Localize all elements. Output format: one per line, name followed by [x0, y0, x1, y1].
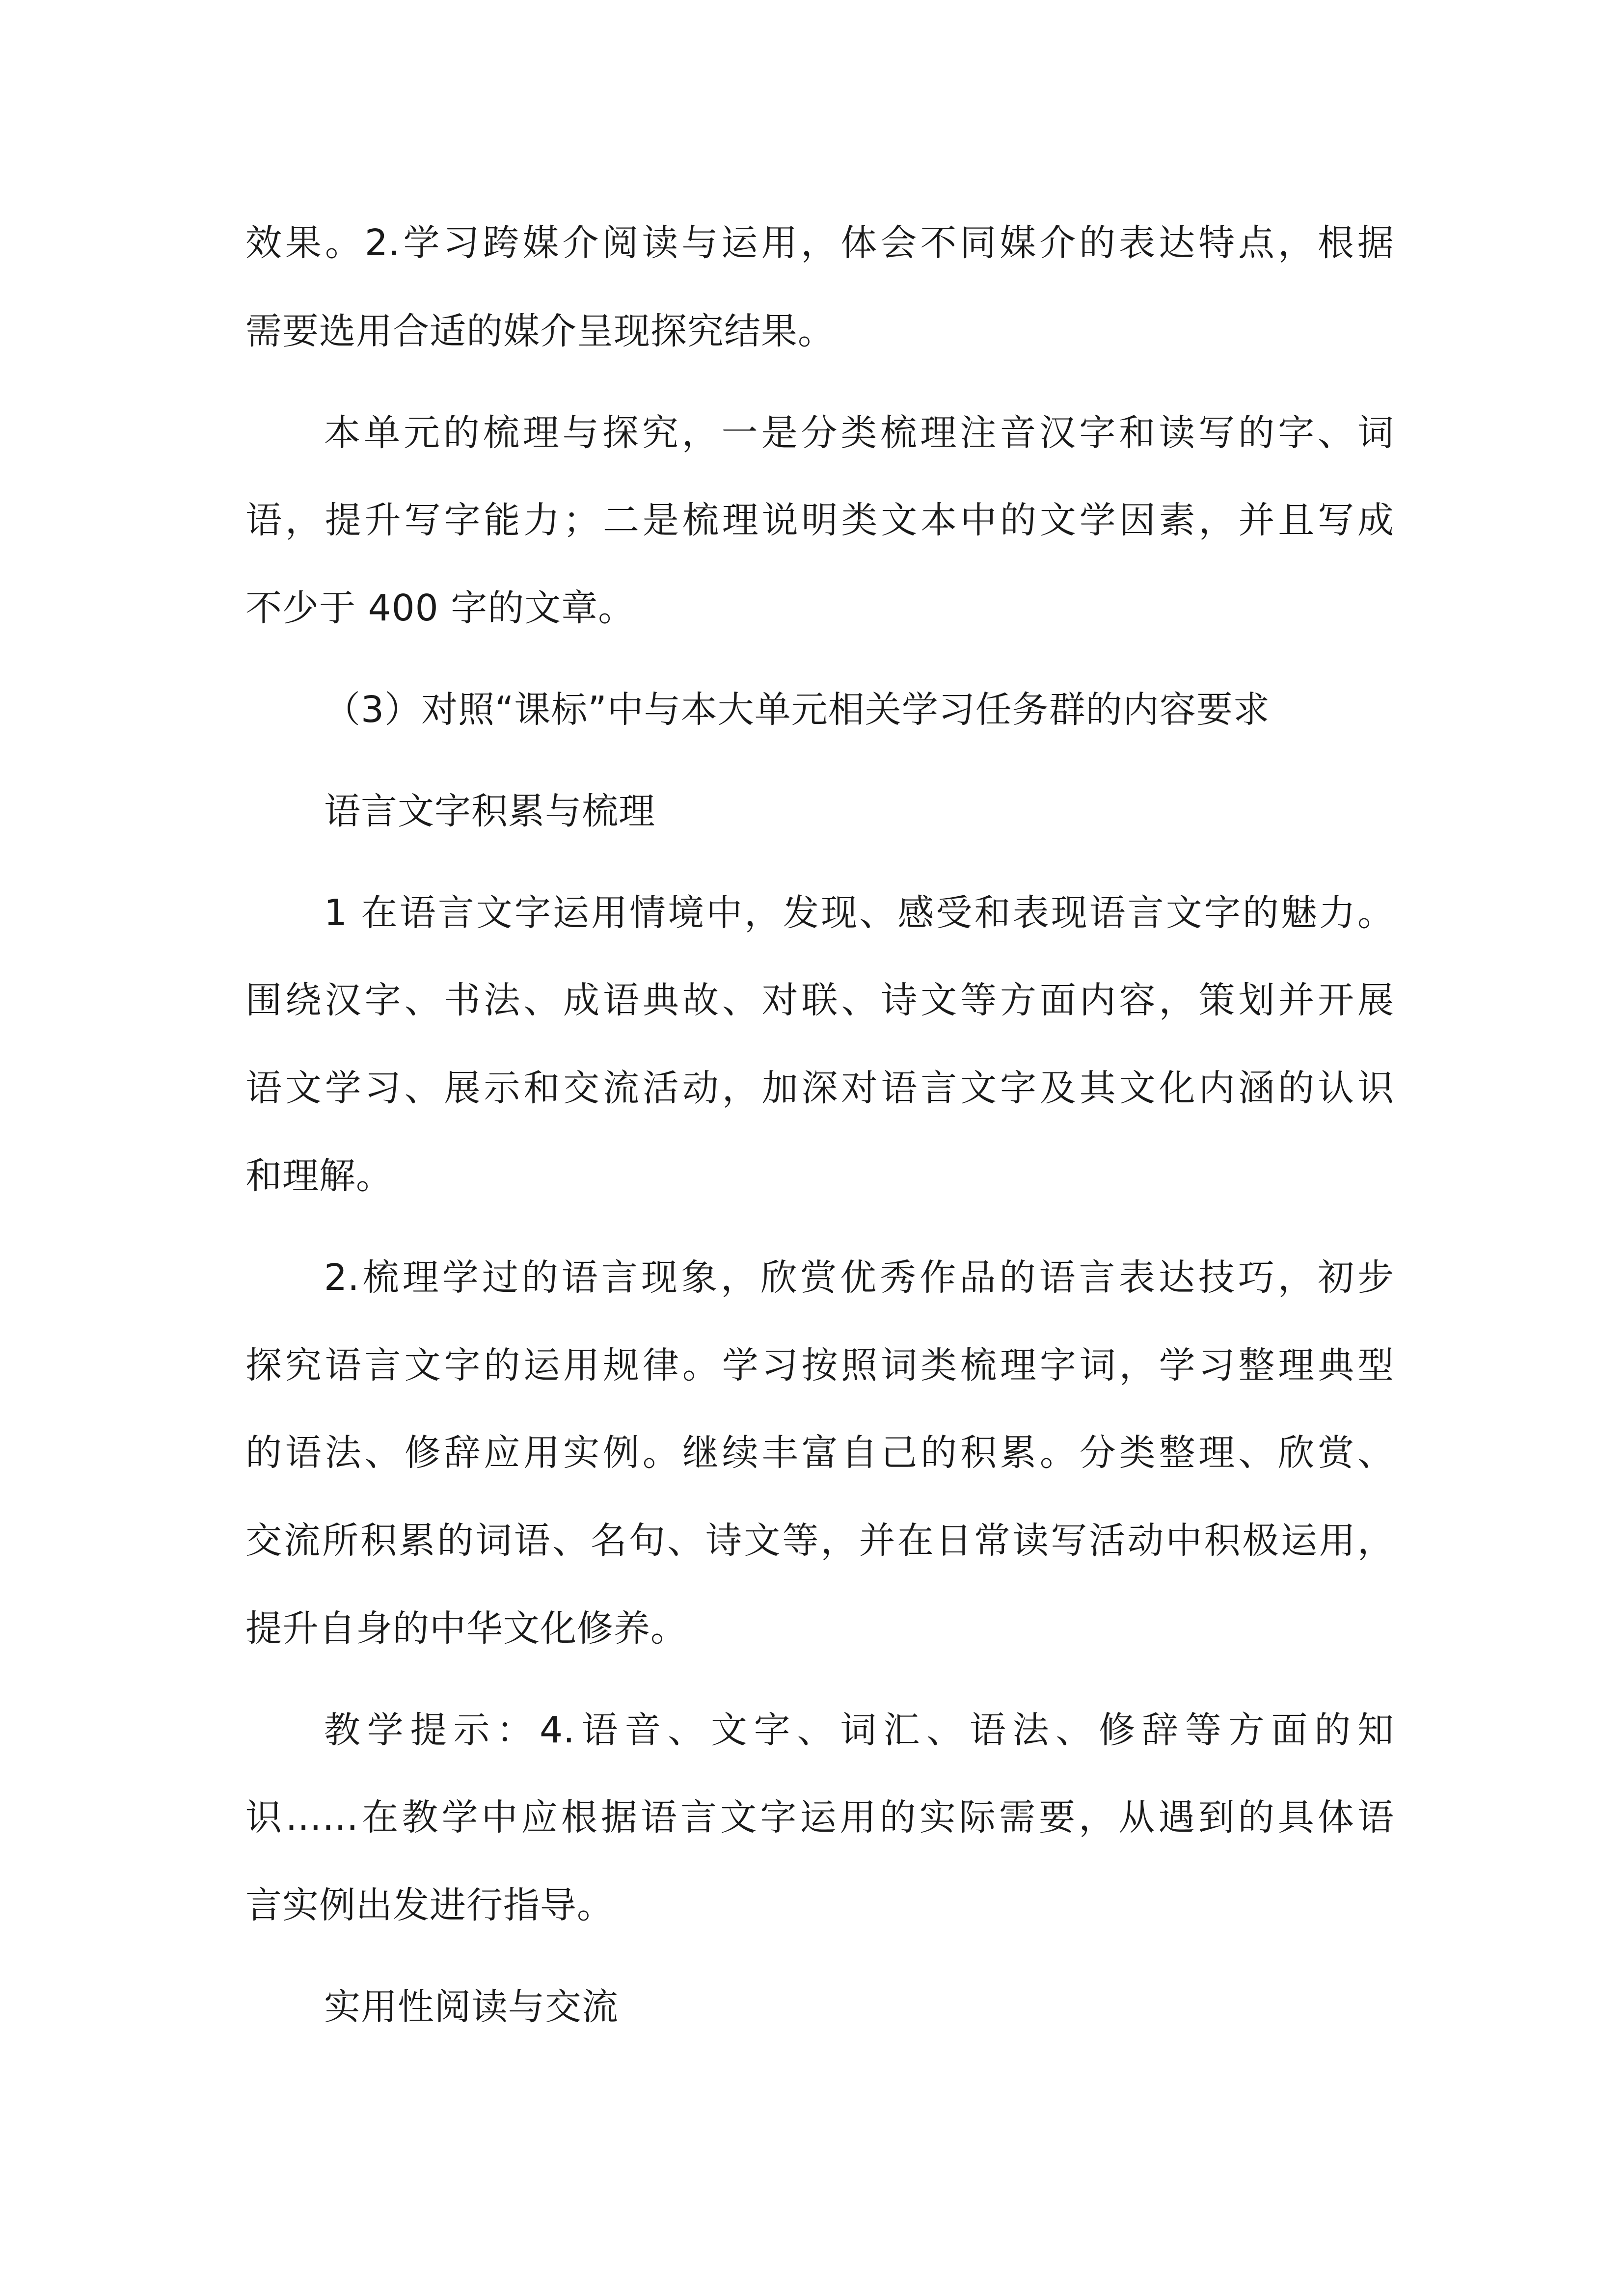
text-line: 本单元的梳理与探究，一是分类梳理注音汉字和读写的字、词 — [324, 412, 1394, 454]
text-line: 探究语言文字的运用规律。学习按照词类梳理字词，学习整理典型 — [245, 1344, 1394, 1387]
text-line: 语文学习、展示和交流活动，加深对语言文字及其文化内涵的认识 — [245, 1067, 1394, 1109]
text-line: 2.梳理学过的语言现象，欣赏优秀作品的语言表达技巧，初步 — [324, 1256, 1394, 1299]
text-line: 不少于 400 字的文章。 — [245, 587, 635, 629]
text-line: 语，提升写字能力；二是梳理说明类文本中的文学因素，并且写成 — [245, 499, 1394, 541]
text-line: 教学提示：4.语音、文字、词汇、语法、修辞等方面的知 — [324, 1709, 1394, 1751]
text-line: 语言文字积累与梳理 — [324, 790, 655, 832]
text-line: 交流所积累的词语、名句、诗文等，并在日常读写活动中积极运用， — [245, 1520, 1394, 1562]
text-line: 实用性阅读与交流 — [324, 1986, 619, 2028]
text-line: 提升自身的中华文化修养。 — [245, 1607, 687, 1650]
text-line: 效果。2.学习跨媒介阅读与运用，体会不同媒介的表达特点，根据 — [245, 222, 1394, 264]
text-line: （3）对照“课标”中与本大单元相关学习任务群的内容要求 — [324, 689, 1270, 731]
text-line: 识……在教学中应根据语言文字运用的实际需要，从遇到的具体语 — [245, 1796, 1394, 1839]
text-line: 1 在语言文字运用情境中，发现、感受和表现语言文字的魅力。 — [324, 892, 1394, 934]
text-line: 围绕汉字、书法、成语典故、对联、诗文等方面内容，策划并开展 — [245, 979, 1394, 1021]
text-line: 和理解。 — [245, 1155, 393, 1197]
text-line: 需要选用合适的媒介呈现探究结果。 — [245, 310, 835, 352]
text-line: 言实例出发进行指导。 — [245, 1884, 614, 1926]
text-line: 的语法、修辞应用实例。继续丰富自己的积累。分类整理、欣赏、 — [245, 1432, 1394, 1474]
